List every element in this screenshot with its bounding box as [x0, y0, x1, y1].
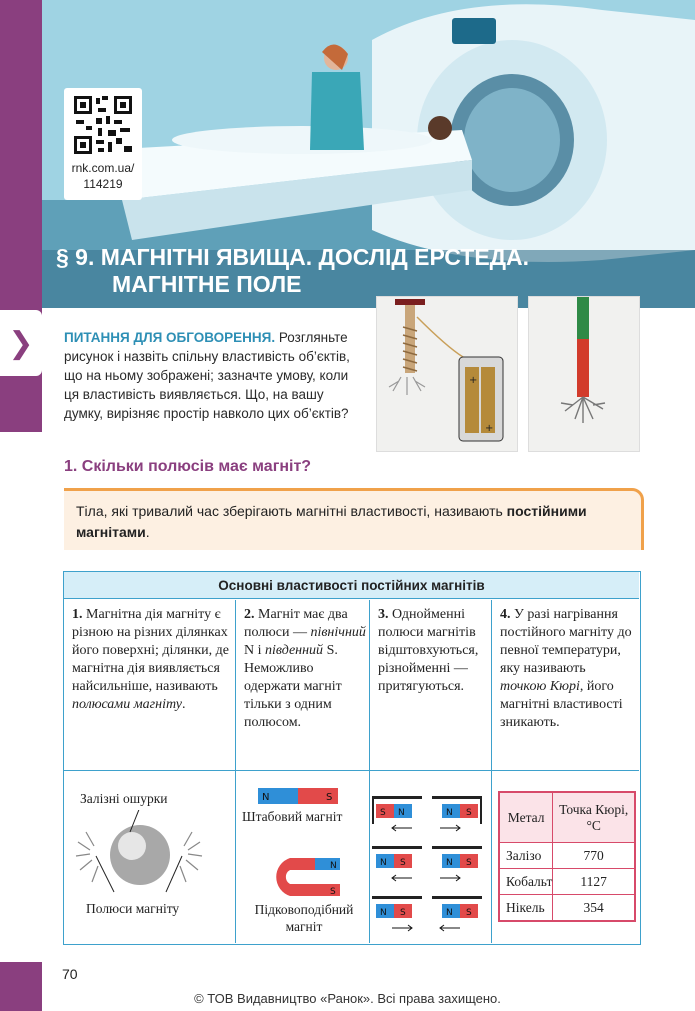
table-row: Залізо 770	[500, 843, 635, 869]
table-cell-3: 3. Однойменні полюси магнітів відштовхуються, різнойменні — притягуються.	[370, 600, 492, 943]
definition-box	[64, 488, 644, 550]
table-row: Кобальт 1127	[500, 869, 635, 895]
fig1-top-label: Залізні ошурки	[80, 791, 168, 806]
svg-text:S: S	[326, 792, 333, 803]
svg-text:N: N	[380, 858, 387, 868]
chevron-right-icon[interactable]: ❯	[0, 310, 42, 376]
svg-text:S: S	[380, 808, 386, 818]
svg-text:N: N	[330, 861, 337, 871]
bar-magnet-label: Штабовий магніт	[242, 809, 343, 824]
title-line-1: § 9. МАГНІТНІ ЯВИЩА. ДОСЛІД ЕРСТЕДА.	[56, 244, 530, 270]
table-cell-4: 4. У разі нагрівання постійного магніту до певної температури, яку називають точкою Кюрі, його магнітні властивості зникають.	[500, 607, 632, 730]
svg-text:S: S	[466, 908, 472, 918]
qr-code-card[interactable]	[64, 88, 142, 200]
fig1-bottom-label: Полюси магніту	[86, 901, 180, 916]
curie-header-metal: Метал	[500, 793, 553, 843]
svg-text:S: S	[466, 858, 472, 868]
table-row-divider	[64, 770, 639, 771]
table-cell-1: 1. Магнітна дія магніту є різною на різних ділянках його поверхні; ділянки, де магнітна дія виявляється найсильніше, називають полюсами магніту.	[64, 600, 236, 943]
curie-point-table	[498, 791, 636, 922]
question-text: Розгляньте рисунок і назвіть спільну властивість об’єктів, що на ньому зображені; зазначте умову, коли ця властивість виявляється. Що, на вашу думку, вирізняє простір навколо цих об’єктів?	[64, 330, 350, 421]
horseshoe-magnet-label: Підковоподібний магніт	[254, 902, 354, 934]
svg-text:S: S	[400, 908, 406, 918]
svg-text:S: S	[400, 858, 406, 868]
svg-text:S: S	[466, 808, 472, 818]
horseshoe-magnet-illustration	[250, 850, 350, 900]
title-line-2: МАГНІТНЕ ПОЛЕ	[112, 271, 302, 297]
discussion-question	[64, 328, 364, 423]
table-row: Нікель 354	[500, 895, 635, 921]
qr-code-icon	[72, 94, 134, 156]
table-header: Основні властивості постійних магнітів	[64, 572, 639, 599]
magnet-filings-illustration	[70, 810, 210, 900]
page-title	[56, 244, 576, 298]
table-cell-2: 2. Магніт має два полюси — північний N і південний S. Неможливо одержати магніт тільки з одним полюсом.	[236, 600, 370, 943]
definition-term: постійними магнітами	[76, 503, 587, 540]
curie-header-point: Точка Кюрі, °С	[553, 793, 635, 843]
question-label: ПИТАННЯ ДЛЯ ОБГОВОРЕННЯ.	[64, 330, 276, 345]
photo-electromagnet-battery	[376, 296, 518, 452]
svg-text:N: N	[398, 808, 405, 818]
bar-magnet-illustration	[258, 784, 340, 806]
svg-text:+: +	[469, 375, 478, 386]
svg-text:S: S	[330, 887, 336, 897]
page-number: 70	[62, 966, 78, 982]
svg-text:N: N	[446, 808, 453, 818]
section-heading: 1. Скільки полюсів має магніт?	[64, 458, 312, 475]
svg-text:N: N	[262, 792, 270, 803]
definition-text: Тіла, які тривалий час зберігають магнітні властивості, називають постійними магнітами.	[76, 503, 587, 540]
qr-url[interactable]: rnk.com.ua/ 114219	[71, 161, 135, 191]
magnet-interaction-illustration	[372, 780, 490, 940]
svg-text:N: N	[446, 858, 453, 868]
svg-text:N: N	[380, 908, 387, 918]
copyright-footer: © ТОВ Видавництво «Ранок». Всі права захищено.	[194, 991, 501, 1006]
svg-text:N: N	[446, 908, 453, 918]
svg-text:+: +	[485, 423, 494, 434]
photo-bar-magnet-filings	[528, 296, 640, 452]
